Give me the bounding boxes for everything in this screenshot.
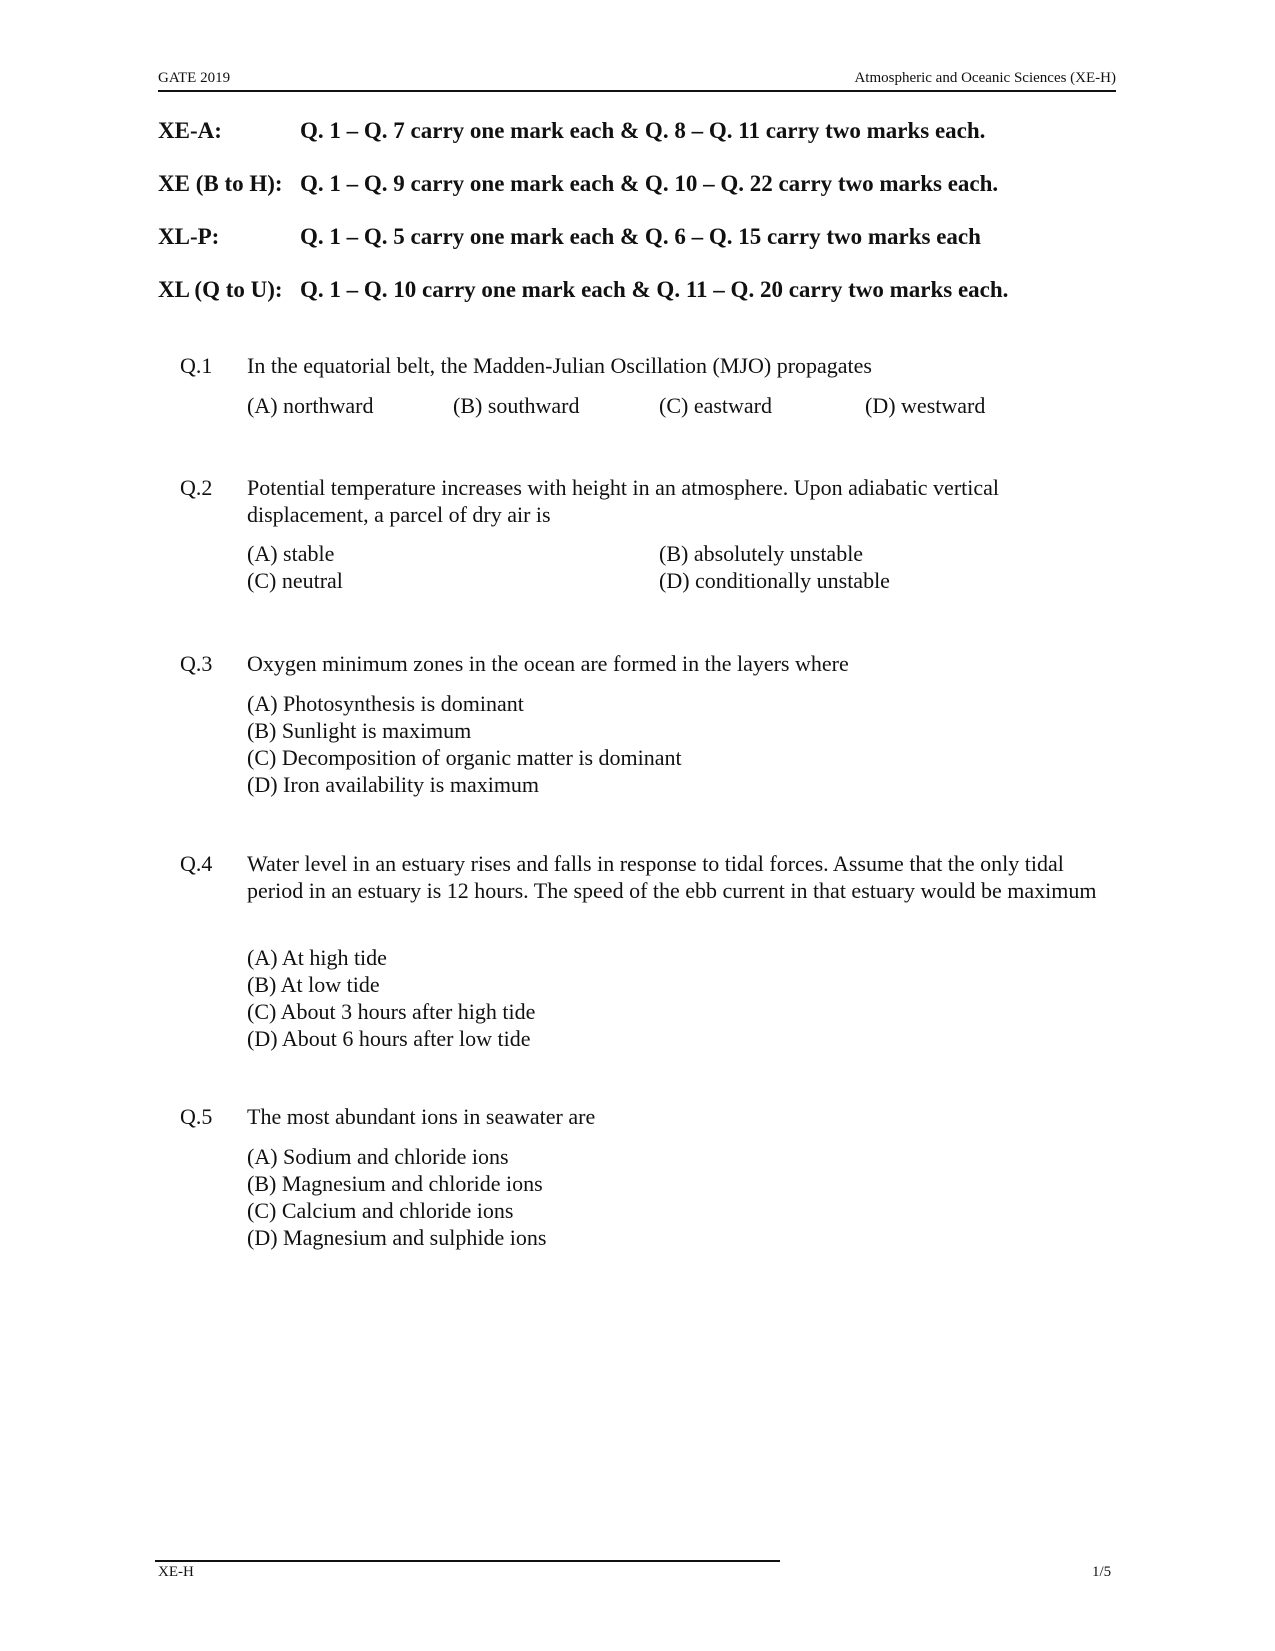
option-a: (A) Sodium and chloride ions bbox=[247, 1144, 509, 1169]
marks-text: Q. 1 – Q. 7 carry one mark each & Q. 8 – Q. 11 carry two marks each. bbox=[300, 118, 986, 143]
footer-paper-code: XE-H bbox=[158, 1564, 194, 1580]
question-text: The most abundant ions in seawater are bbox=[247, 1104, 596, 1129]
option-c: (C) About 3 hours after high tide bbox=[247, 999, 536, 1024]
page-number: 1/5 bbox=[1092, 1564, 1112, 1580]
option-b: (B) Magnesium and chloride ions bbox=[247, 1171, 543, 1196]
option-a: (A) stable bbox=[247, 541, 335, 566]
option-c: (C) Calcium and chloride ions bbox=[247, 1198, 514, 1223]
option-d: (D) conditionally unstable bbox=[659, 568, 890, 593]
marks-row bbox=[158, 277, 1118, 330]
option-b: (B) absolutely unstable bbox=[659, 541, 864, 566]
option-c: (C) eastward bbox=[659, 393, 773, 418]
option-d: (D) westward bbox=[865, 393, 986, 418]
question-text: Oxygen minimum zones in the ocean are formed in the layers where bbox=[247, 651, 849, 676]
exam-name: GATE 2019 bbox=[158, 70, 231, 86]
option-b: (B) Sunlight is maximum bbox=[247, 718, 472, 743]
question-text: Potential temperature increases with height in an atmosphere. Upon adiabatic vertical displacement, a parcel of dry air is bbox=[247, 475, 1000, 527]
marks-text: Q. 1 – Q. 5 carry one mark each & Q. 6 – Q. 15 carry two marks each bbox=[300, 224, 981, 249]
marks-row bbox=[158, 118, 1118, 171]
question-text: Water level in an estuary rises and falls in response to tidal forces. Assume that the only tidal period in an estuary is 12 hours. The speed of the ebb current in that estuary would be maximum bbox=[247, 851, 1097, 903]
option-c: (C) neutral bbox=[247, 568, 343, 593]
option-a: (A) At high tide bbox=[247, 945, 387, 970]
option-a: (A) Photosynthesis is dominant bbox=[247, 691, 524, 716]
question-number: Q.4 bbox=[180, 851, 213, 876]
marks-section: XE-A: bbox=[158, 118, 222, 143]
option-b: (B) southward bbox=[453, 393, 580, 418]
question-number: Q.1 bbox=[180, 353, 213, 378]
marks-section: XL-P: bbox=[158, 224, 220, 249]
marks-row bbox=[158, 171, 1118, 224]
marks-row bbox=[158, 224, 1118, 277]
footer-divider bbox=[155, 1560, 780, 1562]
marks-section: XL (Q to U): bbox=[158, 277, 283, 302]
option-d: (D) About 6 hours after low tide bbox=[247, 1026, 531, 1051]
option-b: (B) At low tide bbox=[247, 972, 380, 997]
option-a: (A) northward bbox=[247, 393, 374, 418]
page-header bbox=[158, 66, 1116, 92]
question-number: Q.3 bbox=[180, 651, 213, 676]
question-number: Q.2 bbox=[180, 475, 213, 500]
question-number: Q.5 bbox=[180, 1104, 213, 1129]
marks-scheme bbox=[158, 118, 1118, 330]
marks-text: Q. 1 – Q. 10 carry one mark each & Q. 11 – Q. 20 carry two marks each. bbox=[300, 277, 1009, 302]
option-d: (D) Iron availability is maximum bbox=[247, 772, 540, 797]
question-text: In the equatorial belt, the Madden-Julian Oscillation (MJO) propagates bbox=[247, 353, 872, 378]
paper-name: Atmospheric and Oceanic Sciences (XE-H) bbox=[854, 70, 1116, 86]
marks-section: XE (B to H): bbox=[158, 171, 283, 196]
marks-text: Q. 1 – Q. 9 carry one mark each & Q. 10 – Q. 22 carry two marks each. bbox=[300, 171, 999, 196]
option-c: (C) Decomposition of organic matter is dominant bbox=[247, 745, 682, 770]
option-d: (D) Magnesium and sulphide ions bbox=[247, 1225, 547, 1250]
